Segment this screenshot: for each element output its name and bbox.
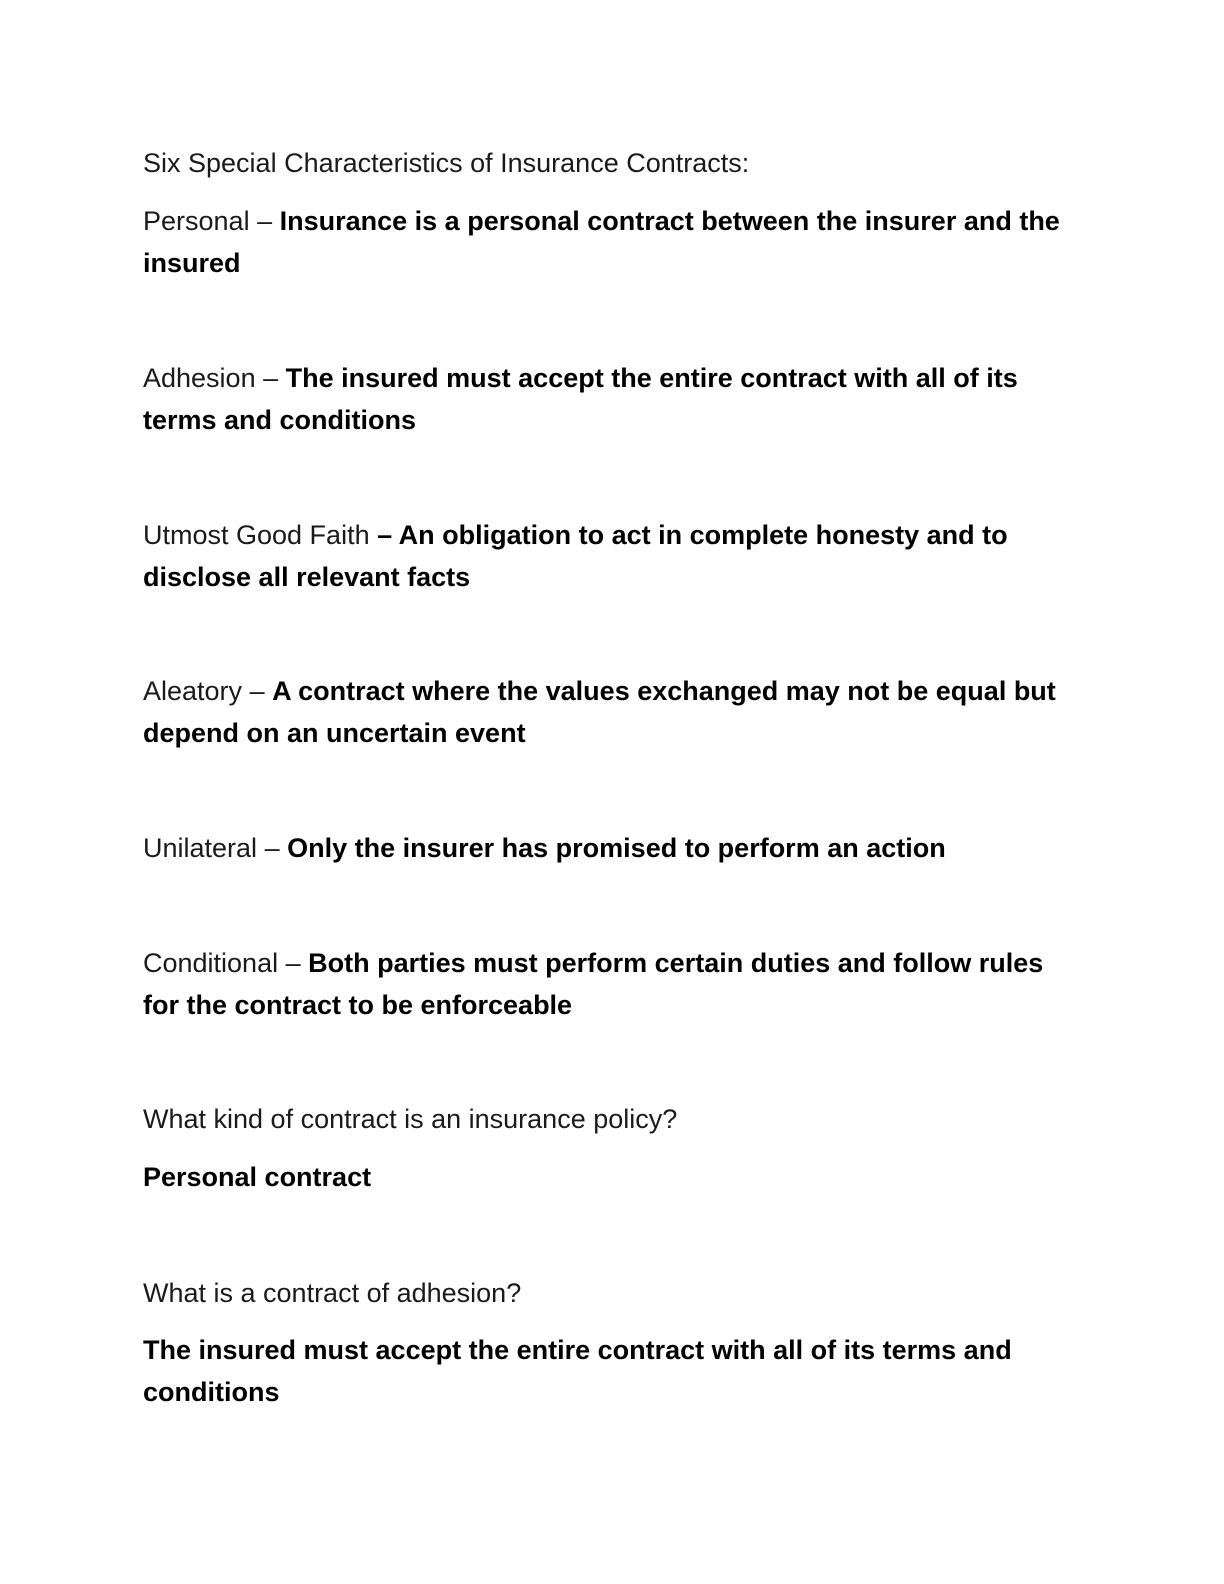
term-utmost-good-faith [143, 514, 1073, 598]
term-separator: – [242, 676, 273, 706]
term-definition: Insurance is a personal contract between the insurer and the insured [143, 206, 1060, 278]
question-2: What is a contract of adhesion? [143, 1278, 522, 1308]
term-definition: An obligation to act in complete honesty and to disclose all relevant facts [143, 520, 1008, 592]
term-definition: A contract where the values exchanged may not be equal but depend on an uncertain event [143, 676, 1056, 748]
term-label: Personal [143, 206, 250, 236]
term-label: Unilateral [143, 833, 258, 863]
term-separator: – [257, 833, 288, 863]
term-definition: Only the insurer has promised to perform an action [287, 833, 946, 863]
term-definition: Both parties must perform certain duties and follow rules for the contract to be enforceable [143, 948, 1044, 1020]
page-heading: Six Special Characteristics of Insurance Contracts: [143, 148, 750, 178]
answer-2: The insured must accept the entire contract with all of its terms and conditions [143, 1335, 1012, 1407]
term-adhesion [143, 357, 1073, 441]
term-label: Utmost Good Faith [143, 520, 370, 550]
term-unilateral [143, 827, 1073, 869]
term-personal [143, 200, 1073, 284]
term-separator: – [255, 363, 286, 393]
term-definition: The insured must accept the entire contract with all of its terms and conditions [143, 363, 1018, 435]
term-separator: – [249, 206, 280, 236]
term-aleatory [143, 670, 1073, 754]
term-label: Adhesion [143, 363, 256, 393]
term-separator: – [278, 948, 309, 978]
term-label: Aleatory [143, 676, 243, 706]
question-1: What kind of contract is an insurance policy? [143, 1104, 678, 1134]
term-label: Conditional [143, 948, 279, 978]
term-conditional [143, 942, 1073, 1026]
answer-1: Personal contract [143, 1162, 372, 1192]
term-separator: – [369, 520, 399, 550]
